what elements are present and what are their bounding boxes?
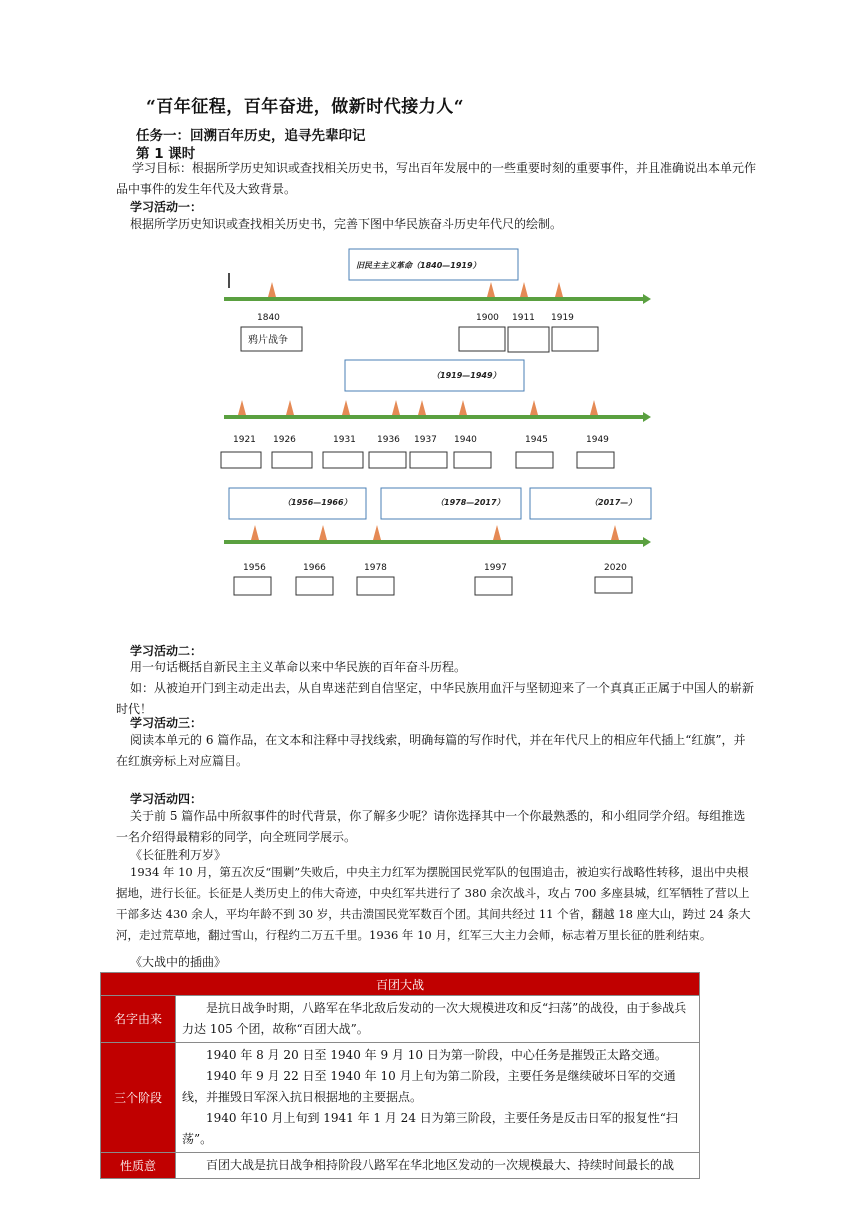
table-row [101,996,700,1043]
row-label: 名字由来 [101,996,176,1043]
timeline-markers-2 [238,400,598,415]
activity2-heading: 学习活动二： [130,644,203,658]
period-box-new-democratic-label: （1919—1949） [432,371,501,380]
work-title-long-march: 《长征胜利万岁》 [130,848,227,862]
row-line: 1940 年 9 月 22 日至 1940 年 10 月上旬为第二阶段，主要任务是继续破坏日军的交通线，并摧毁日军深入抗日根据地的主要据点。 [182,1069,676,1104]
event-box-1919[interactable] [552,327,598,351]
hundred-regiments-table [100,972,700,1179]
event-box-1926[interactable] [272,452,312,468]
event-box-1997[interactable] [475,577,512,595]
event-box-1911[interactable] [508,327,549,352]
row-label: 性质意 [101,1153,176,1179]
timeline-arrow-1 [643,294,651,304]
year-label: 1945 [525,435,548,445]
activity4-heading: 学习活动四： [130,792,203,806]
event-box-1966[interactable] [296,577,333,595]
activity4-text: 关于前 5 篇作品中所叙事件的时代背景，你了解多少呢？请你选择其中一个你最熟悉的，和小组同学介绍。每组推选一名介绍得最精彩的同学，向全班同学展示。 [116,809,746,844]
task-heading: 任务一：回溯百年历史，追寻先辈印记 [136,128,366,144]
table-row [101,1153,700,1179]
timeline-arrow-2 [643,412,651,422]
activity2-text: 用一句话概括自新民主主义革命以来中华民族的百年奋斗历程。 [130,660,467,674]
activity3-heading: 学习活动三： [130,716,203,730]
year-label: 1900 [476,313,499,323]
event-box-1956[interactable] [234,577,271,595]
event-box-1921[interactable] [221,452,261,468]
year-label: 2020 [604,563,627,573]
work-title-episode: 《大战中的插曲》 [130,955,227,969]
year-label: 1997 [484,563,507,573]
year-label: 1940 [454,435,477,445]
period-box-1978-2017-label: （1978—2017） [436,498,505,507]
event-box-1936[interactable] [369,452,406,468]
timeline-markers-1 [268,282,563,297]
event-box-1940[interactable] [454,452,491,468]
timeline-arrow-3 [643,537,651,547]
period-box-2017-label: （2017—） [590,498,637,507]
year-label: 1956 [243,563,266,573]
activity1-heading: 学习活动一： [130,200,203,214]
lesson-label: 第 1 课时 [136,146,196,162]
period-box-old-democratic-label: 旧民主主义革命（1840—1919） [356,261,481,270]
year-label: 1840 [257,313,280,323]
row-content [176,1153,700,1179]
event-box-1937[interactable] [410,452,447,468]
year-label: 1936 [377,435,400,445]
row-content [176,996,700,1043]
page-title: “百年征程，百年奋进，做新时代接力人“ [146,97,465,117]
row-line: 是抗日战争时期，八路军在华北敌后发动的一次大规模进攻和反“扫荡”的战役，由于参战兵力达 105 个团，故称“百团大战”。 [182,1001,687,1036]
activity3-text: 阅读本单元的 6 篇作品，在文本和注释中寻找线索，明确每篇的写作时代，并在年代尺上的相应年代插上“红旗”，并在红旗旁标上对应篇目。 [116,733,746,768]
row-line: 1940 年10 月上旬到 1941 年 1 月 24 日为第三阶段，主要任务是反击日军的报复性“扫荡”。 [182,1111,678,1146]
learning-goal: 学习目标：根据所学历史知识或查找相关历史书，写出百年发展中的一些重要时刻的重要事件，并且准确说出本单元作品中事件的发生年代及大致背景。 [116,161,757,196]
event-box-1900[interactable] [459,327,505,351]
table-row [101,1043,700,1153]
year-label: 1926 [273,435,296,445]
timeline-markers-3 [251,525,619,540]
year-label: 1931 [333,435,356,445]
activity2-example: 如：从被迫开门到主动走出去，从自卑迷茫到自信坚定，中华民族用血汗与坚韧迎来了一个真真正正属于中国人的崭新时代！ [116,681,755,716]
event-box-1945[interactable] [516,452,553,468]
event-box-1978[interactable] [357,577,394,595]
row-content [176,1043,700,1153]
row-line: 1940 年 8 月 20 日至 1940 年 9 月 10 日为第一阶段，中心任务是摧毁正太路交通。 [206,1048,667,1062]
event-box-2020[interactable] [595,577,632,593]
year-label: 1966 [303,563,326,573]
year-label: 1978 [364,563,387,573]
year-label: 1937 [414,435,437,445]
work-background-long-march: 1934 年 10 月，第五次反“围剿”失败后，中央主力红军为摆脱国民党军队的包围追击，被迫实行战略性转移，退出中央根据地，进行长征。长征是人类历史上的伟大奇迹，中央红军共进行了 380 余次战斗，攻占 700 多座县城，红军牺牲了营以上干部多达 430 余人，平均年龄不到 30 岁，共击溃国民党军数百个团。其间共经过 11 个省，翻越 18 座大山，跨过 24 条大河，走过荒草地，翻过雪山，行程约二万五千里。1936 年 10 月，红军三大主力会师，标志着万里长征的胜利结束。 [116,865,751,942]
event-box-1931[interactable] [323,452,363,468]
activity1-text: 根据所学历史知识或查找相关历史书，完善下图中华民族奋斗历史年代尺的绘制。 [130,217,563,231]
year-label: 1949 [586,435,609,445]
table-header: 百团大战 [101,973,700,996]
year-label: 1911 [512,313,535,323]
event-box-1840-label: 鸦片战争 [248,335,288,346]
event-box-1949[interactable] [577,452,614,468]
year-label: 1921 [233,435,256,445]
year-label: 1919 [551,313,574,323]
period-box-1956-1966-label: （1956—1966） [283,498,352,507]
row-line: 百团大战是抗日战争相持阶段八路军在华北地区发动的一次规模最大、持续时间最长的战 [206,1158,675,1172]
row-label: 三个阶段 [101,1043,176,1153]
